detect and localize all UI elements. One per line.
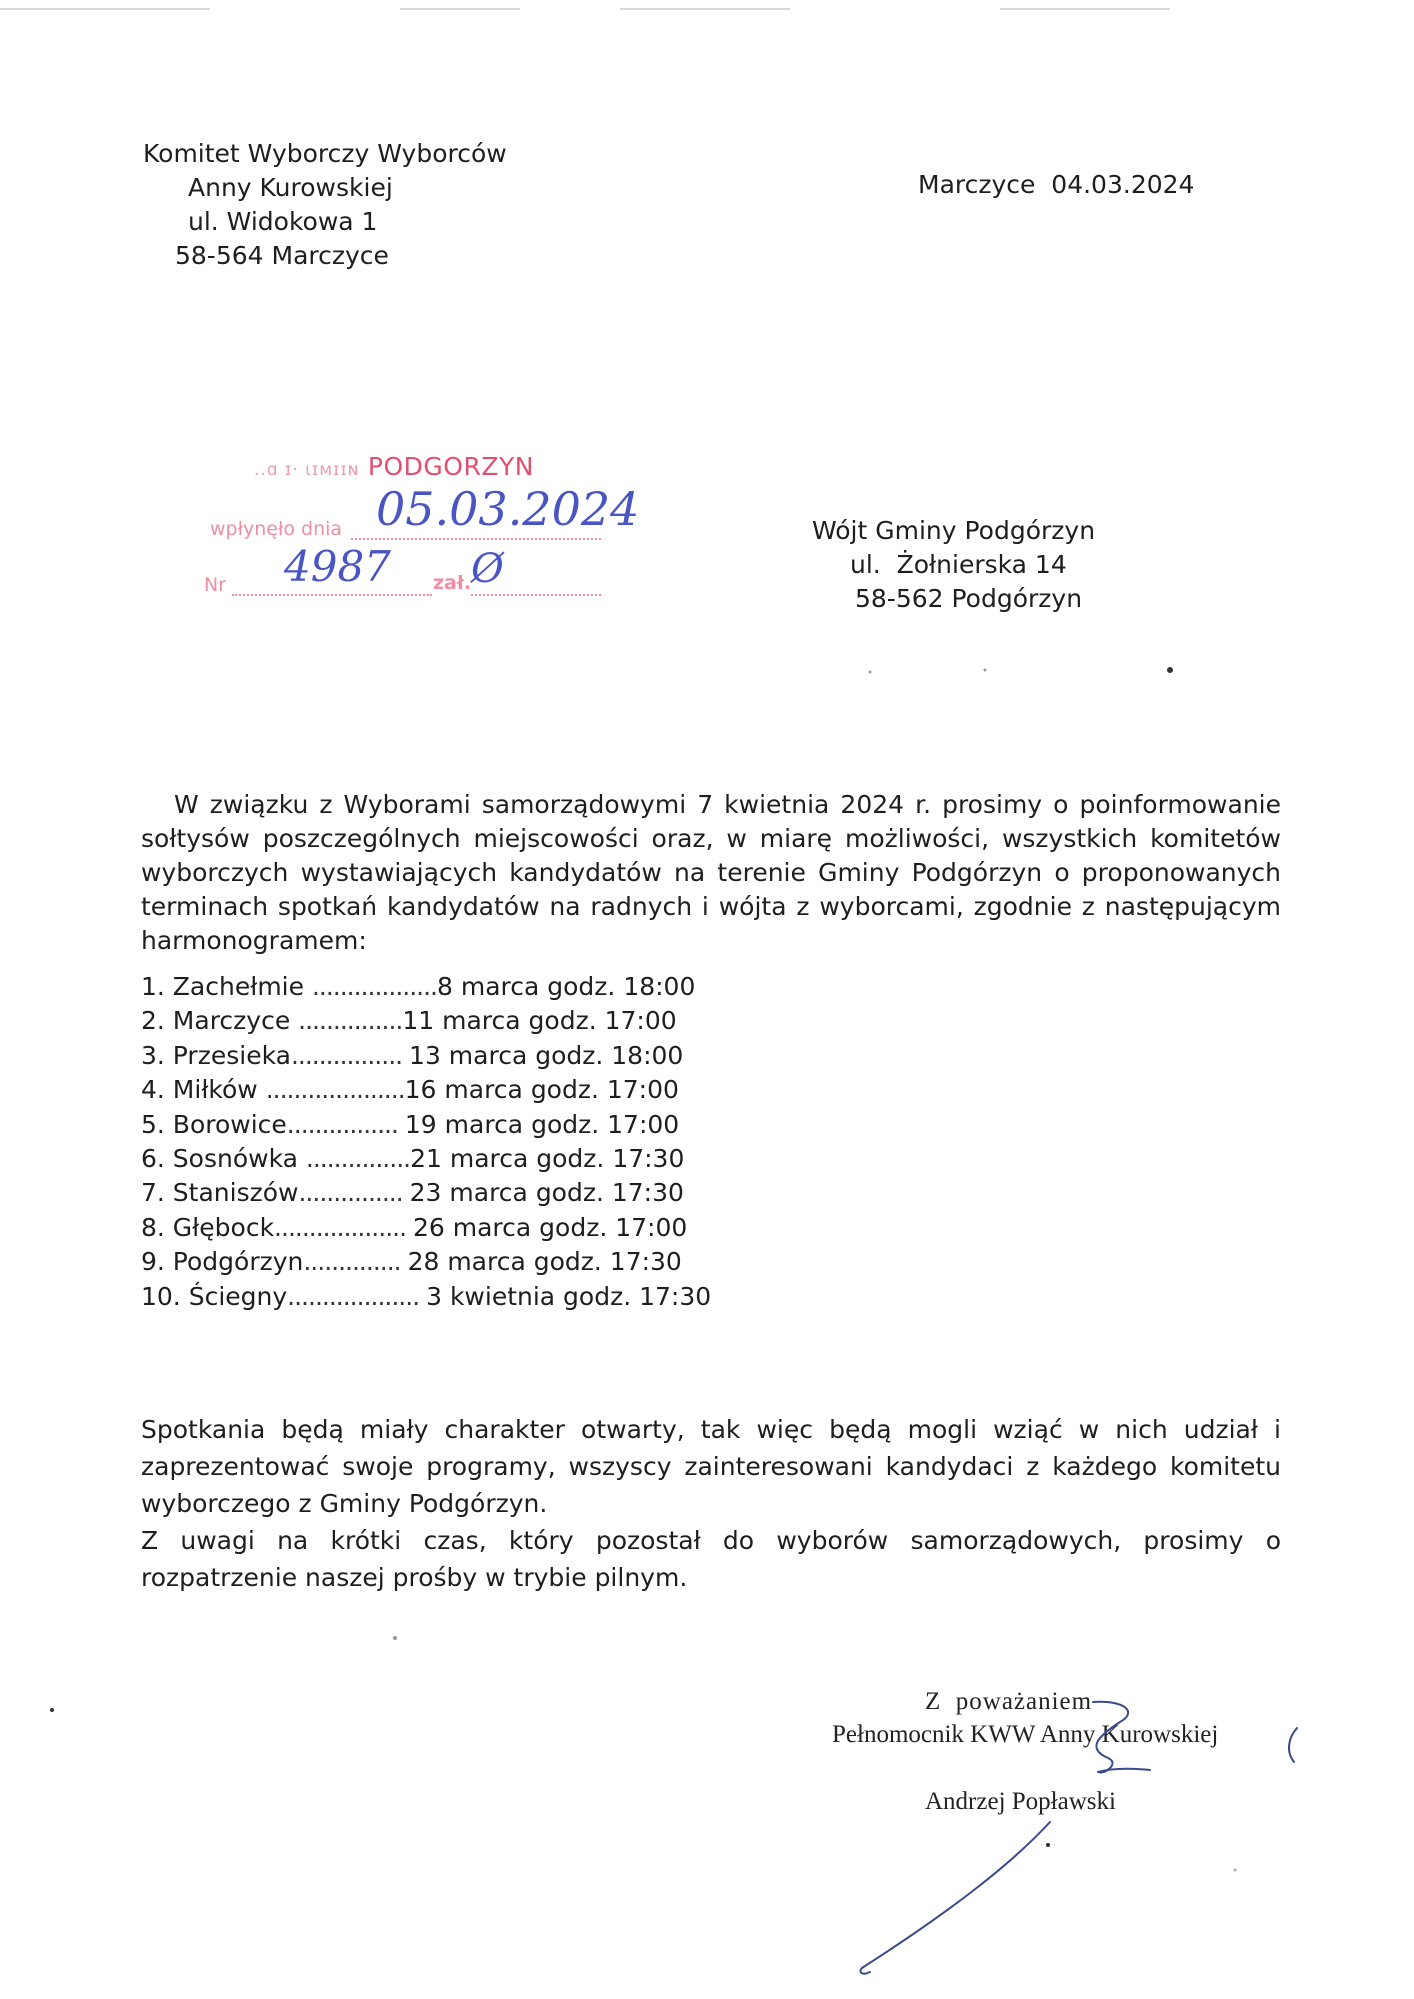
schedule-time: 19 marca godz. 17:00 — [404, 1109, 680, 1139]
recipient-line: 58-562 Podgórzyn — [855, 584, 1083, 613]
schedule-item — [141, 1211, 711, 1245]
schedule-item — [141, 1280, 711, 1314]
schedule-leader: .................... — [265, 1075, 405, 1105]
schedule-leader: ................... — [287, 1281, 427, 1311]
schedule-time: 3 kwietnia godz. 17:30 — [426, 1281, 712, 1311]
scan-edge — [400, 8, 520, 10]
meeting-schedule — [141, 970, 711, 1314]
scan-edge — [620, 8, 790, 10]
intro-paragraph: W związku z Wyborami samorządowymi 7 kwietnia 2024 r. prosimy o poinformowanie sołtysów poszczególnych miejscowości oraz, w miarę możliwości, wszystkich komitetów wyborczych wystawiających kandydatów na terenie Gminy Podgórzyn o proponowanych terminach spotkań kandydatów na radnych i wójta z wyborcami, zgodnie z następującym harmonogramem: — [141, 790, 1281, 955]
closing-text — [141, 1411, 1281, 1596]
closing-paragraph: Spotkania będą miały charakter otwarty, tak więc będą mogli wziąć w nich udział i zaprezentować swoje programy, wszyscy zainteresowani kandydaci z każdego komitetu wyborczego z Gminy Podgórzyn. — [141, 1415, 1281, 1518]
schedule-item — [141, 1073, 711, 1107]
recipient-address — [812, 514, 1095, 616]
stamp-office — [254, 452, 534, 481]
sender-line: ul. Widokowa 1 — [188, 207, 378, 236]
stamp-office-name: PODGORZYN — [367, 452, 534, 481]
schedule-item — [141, 1039, 711, 1073]
schedule-item — [141, 1108, 711, 1142]
schedule-place: 10. Ściegny — [141, 1281, 288, 1311]
letter-date: Marczyce 04.03.2024 — [918, 170, 1195, 199]
stamp-dotted-line — [232, 594, 432, 596]
stamp-attachment: Ø — [471, 546, 504, 592]
schedule-place: 5. Borowice — [141, 1109, 287, 1139]
schedule-place: 6. Sosnówka — [141, 1144, 306, 1174]
closing-paragraph: Z uwagi na krótki czas, który pozostał do wyborów samorządowych, prosimy o rozpatrzenie naszej prośby w trybie pilnym. — [141, 1526, 1281, 1592]
schedule-item — [141, 1142, 711, 1176]
signature-name: Andrzej Popławski — [925, 1788, 1116, 1815]
schedule-time: 16 marca godz. 17:00 — [404, 1075, 679, 1105]
sender-line: Anny Kurowskiej — [188, 173, 393, 202]
schedule-item — [141, 1176, 711, 1210]
recipient-line: ul. Żołnierska 14 — [850, 550, 1067, 579]
schedule-place: 3. Przesieka — [141, 1040, 291, 1070]
schedule-time: 11 marca godz. 17:00 — [402, 1006, 677, 1036]
scan-edge — [1000, 8, 1170, 10]
schedule-leader: ................ — [290, 1040, 410, 1070]
schedule-time: 26 marca godz. 17:00 — [412, 1212, 688, 1242]
recipient-line: Wójt Gminy Podgórzyn — [812, 516, 1096, 545]
sender-address — [143, 137, 507, 273]
schedule-place: 1. Zachełmie — [141, 972, 312, 1001]
schedule-time: 8 marca godz. 18:00 — [437, 972, 696, 1001]
schedule-time: 21 marca godz. 17:30 — [410, 1144, 685, 1174]
sender-line: Komitet Wyborczy Wyborców — [143, 139, 507, 168]
stamp-dotted-line — [471, 594, 601, 596]
reception-stamp — [196, 452, 640, 612]
stamp-attachment-label: zał. — [433, 572, 472, 594]
stamp-number: 4987 — [284, 542, 391, 591]
schedule-place: 8. Głębock — [141, 1212, 275, 1242]
schedule-leader: .............. — [303, 1247, 408, 1277]
signature-proxy-title: Pełnomocnik KWW Anny Kurowskiej — [832, 1721, 1219, 1748]
schedule-place: 2. Marczyce — [141, 1006, 299, 1036]
signature-regards: Z poważaniem — [925, 1688, 1093, 1715]
stamp-received-date: 05.03.2024 — [376, 482, 640, 536]
sender-line: 58-564 Marczyce — [175, 241, 389, 270]
schedule-item — [141, 1245, 711, 1279]
schedule-leader: ............... — [305, 1144, 411, 1174]
schedule-time: 28 marca godz. 17:30 — [407, 1247, 682, 1277]
schedule-leader: ................... — [274, 1212, 413, 1242]
schedule-time: 13 marca godz. 18:00 — [409, 1040, 684, 1070]
schedule-leader: ............... — [298, 1006, 403, 1036]
stamp-number-label: Nr — [204, 574, 227, 596]
schedule-item — [141, 970, 711, 1004]
schedule-place: 4. Miłków — [141, 1075, 266, 1105]
stamp-dotted-line — [351, 538, 601, 540]
schedule-time: 23 marca godz. 17:30 — [409, 1178, 684, 1208]
schedule-leader: ................ — [286, 1109, 405, 1139]
schedule-place: 7. Staniszów — [141, 1178, 299, 1208]
stamp-office-faded: ..ɑ ɪ· ɩɪᴍɪɪɴ — [254, 460, 360, 480]
schedule-place: 9. Podgórzyn — [141, 1247, 304, 1277]
schedule-leader: .................. — [311, 972, 437, 1001]
stamp-received-label: wpłynęło dnia — [210, 518, 343, 540]
schedule-leader: ............... — [298, 1178, 410, 1208]
schedule-item — [141, 1004, 711, 1038]
scan-edge — [0, 8, 210, 10]
